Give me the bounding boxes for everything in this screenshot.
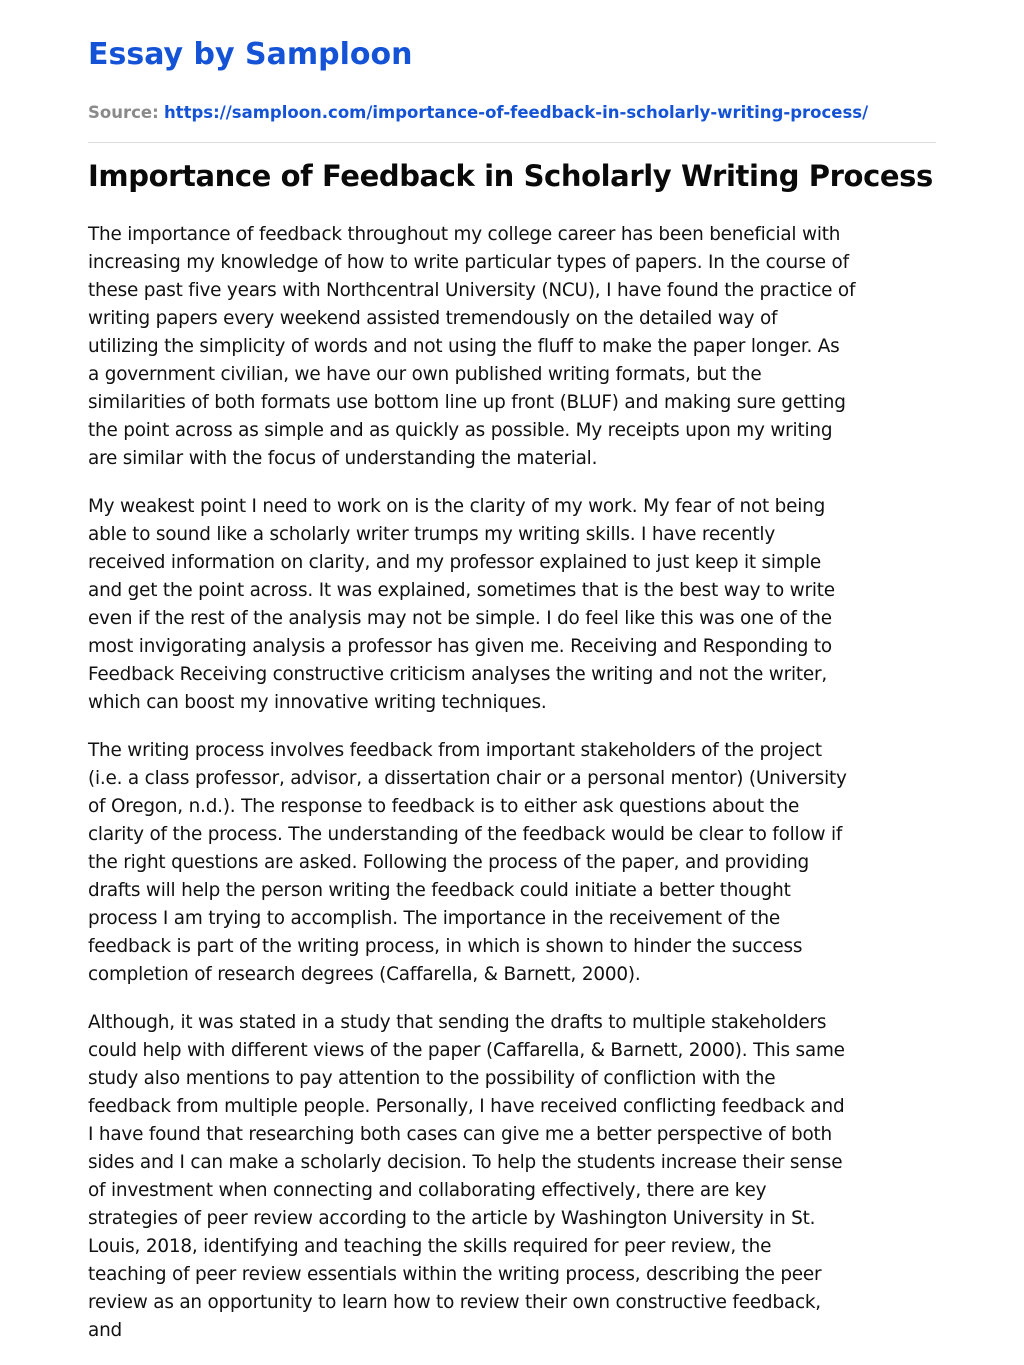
paragraph-line: most invigorating analysis a professor has given me. Receiving and Responding to [88, 636, 832, 657]
paragraph-line: Although, it was stated in a study that sending the drafts to multiple stakeholders [88, 1012, 827, 1033]
paragraph-line: The writing process involves feedback from important stakeholders of the project [88, 740, 822, 761]
paragraph-line: of investment when connecting and collaborating effectively, there are key [88, 1180, 767, 1201]
paragraph-line: the right questions are asked. Following the process of the paper, and providing [88, 852, 810, 873]
paragraph-line: (i.e. a class professor, advisor, a dissertation chair or a personal mentor) (University [88, 768, 847, 789]
paragraph-line: teaching of peer review essentials within the writing process, describing the peer [88, 1264, 822, 1285]
paragraph-line: My weakest point I need to work on is the clarity of my work. My fear of not being [88, 496, 826, 517]
page-title: Importance of Feedback in Scholarly Writing Process [88, 159, 933, 193]
paragraph-line: clarity of the process. The understanding of the feedback would be clear to follow if [88, 824, 843, 845]
paragraph-line: feedback from multiple people. Personally, I have received conflicting feedback and [88, 1096, 845, 1117]
header-divider [88, 142, 936, 143]
essay-paragraph [88, 737, 936, 989]
paragraph-line: of Oregon, n.d.). The response to feedback is to either ask questions about the [88, 796, 800, 817]
paragraph-line: utilizing the simplicity of words and not using the fluff to make the paper longer. As [88, 336, 840, 357]
paragraph-line: the point across as simple and as quickly as possible. My receipts upon my writing [88, 420, 833, 441]
essay-paragraph [88, 493, 936, 717]
paragraph-line: strategies of peer review according to the article by Washington University in St. [88, 1208, 816, 1229]
paragraph-line: are similar with the focus of understanding the material. [88, 448, 598, 469]
paragraph-line: could help with different views of the paper (Caffarella, & Barnett, 2000). This same [88, 1040, 845, 1061]
paragraph-line: increasing my knowledge of how to write particular types of papers. In the course of [88, 252, 849, 273]
paragraph-line: and [88, 1320, 122, 1341]
paragraph-line: sides and I can make a scholarly decision. To help the students increase their sense [88, 1152, 843, 1173]
paragraph-line: drafts will help the person writing the feedback could initiate a better thought [88, 880, 791, 901]
paragraph-line: similarities of both formats use bottom line up front (BLUF) and making sure getting [88, 392, 846, 413]
paragraph-line: feedback is part of the writing process, in which is shown to hinder the success [88, 936, 803, 957]
paragraph-line: a government civilian, we have our own published writing formats, but the [88, 364, 762, 385]
paragraph-line: Louis, 2018, identifying and teaching the skills required for peer review, the [88, 1236, 772, 1257]
essay-paragraph [88, 1009, 936, 1345]
paragraph-line: I have found that researching both cases can give me a better perspective of both [88, 1124, 832, 1145]
paragraph-line: these past five years with Northcentral University (NCU), I have found the practice of [88, 280, 856, 301]
paragraph-line: review as an opportunity to learn how to review their own constructive feedback, [88, 1292, 821, 1313]
source-link[interactable]: https://samploon.com/importance-of-feedback-in-scholarly-writing-process/ [163, 103, 869, 122]
source-line [88, 101, 868, 125]
paragraph-line: even if the rest of the analysis may not be simple. I do feel like this was one of the [88, 608, 832, 629]
paragraph-line: received information on clarity, and my professor explained to just keep it simple [88, 552, 822, 573]
paragraph-line: which can boost my innovative writing techniques. [88, 692, 547, 713]
paragraph-line: writing papers every weekend assisted tremendously on the detailed way of [88, 308, 778, 329]
essay-body [88, 221, 936, 1365]
paragraph-line: process I am trying to accomplish. The importance in the receivement of the [88, 908, 781, 929]
paragraph-line: completion of research degrees (Caffarella, & Barnett, 2000). [88, 964, 641, 985]
paragraph-line: and get the point across. It was explained, sometimes that is the best way to write [88, 580, 835, 601]
source-label: Source: [88, 103, 159, 122]
paragraph-line: Feedback Receiving constructive criticism analyses the writing and not the writer, [88, 664, 827, 685]
paragraph-line: study also mentions to pay attention to the possibility of confliction with the [88, 1068, 776, 1089]
essay-paragraph [88, 221, 936, 473]
paragraph-line: The importance of feedback throughout my college career has been beneficial with [88, 224, 841, 245]
site-brand: Essay by Samploon [88, 37, 413, 72]
paragraph-line: able to sound like a scholarly writer trumps my writing skills. I have recently [88, 524, 776, 545]
